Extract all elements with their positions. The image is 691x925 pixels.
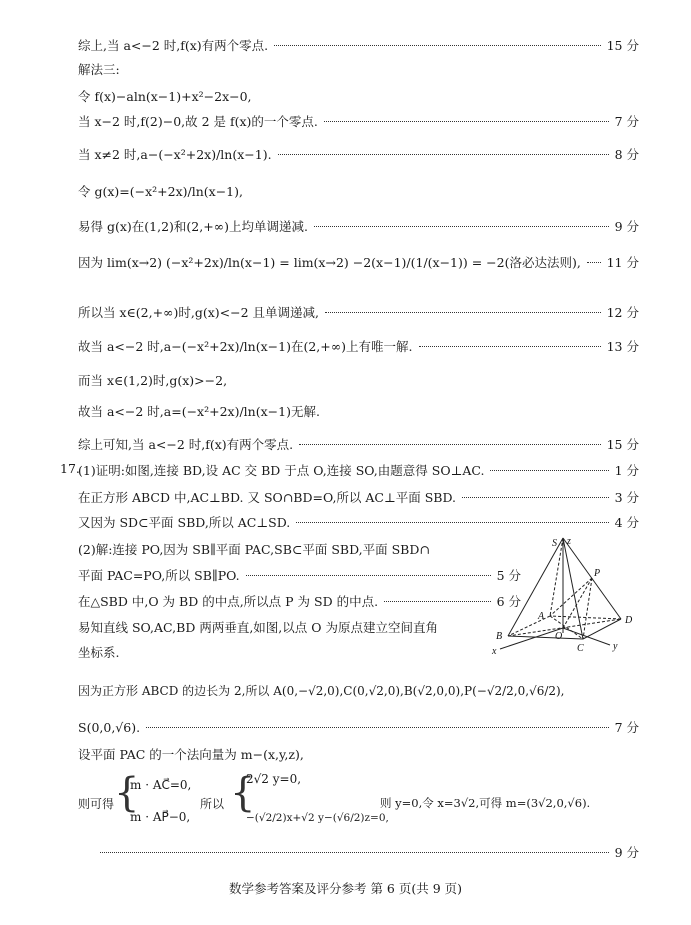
- line-monotonic: 易得 g(x)在(1,2)和(2,+∞)上均单调递减. 9 分: [78, 219, 639, 234]
- system-mid: 所以: [200, 797, 225, 811]
- label-c: C: [577, 643, 584, 654]
- line-g-less-than: 所以当 x∈(2,+∞)时,g(x)<−2 且单调递减, 12 分: [78, 305, 639, 320]
- label-p: P: [594, 568, 601, 579]
- label-z: z: [567, 536, 571, 547]
- score: 11 分: [606, 255, 639, 270]
- label-a: A: [538, 611, 545, 622]
- line-17-sb-po: 平面 PAC=PO,所以 SB∥PO. 5 分: [78, 568, 521, 583]
- score: 7 分: [614, 114, 639, 129]
- method-three-heading: 解法三:: [78, 62, 120, 77]
- line-a-expression: 当 x≠2 时,a−(−x²+2x)/ln(x−1). 8 分: [78, 147, 639, 162]
- line-conclusion-2: 综上可知,当 a<−2 时,f(x)有两个零点. 15 分: [78, 437, 639, 452]
- line-17-normal-vector: 设平面 PAC 的一个法向量为 m−(x,y,z),: [78, 747, 304, 762]
- line-define-g: 令 g(x)=(−x²+2x)/ln(x−1),: [78, 184, 243, 199]
- line-no-solution: 故当 a<−2 时,a=(−x²+2x)/ln(x−1)无解.: [78, 404, 320, 419]
- left-brace-1: {: [114, 770, 140, 816]
- page-footer: 数学参考答案及评分参考 第 6 页(共 9 页): [228, 881, 463, 896]
- label-b: B: [496, 631, 503, 642]
- line-17-part1: (1)证明:如图,连接 BD,设 AC 交 BD 于点 O,连接 SO,由题意得 SO⊥AC. 1 分: [78, 463, 639, 478]
- score: 1 分: [614, 463, 639, 478]
- line-limit: 因为 lim(x→2) (−x²+2x)/ln(x−1) = lim(x→2) −2(x−1)/(1/(x−1)) = −2(洛必达法则), 11 分: [78, 255, 639, 270]
- line-unique-solution: 故当 a<−2 时,a−(−x²+2x)/ln(x−1)在(2,+∞)上有唯一解. 13 分: [78, 339, 639, 354]
- line-define-f: 令 f(x)−aln(x−1)+x²−2x−0,: [78, 89, 252, 104]
- pyramid-figure: [488, 533, 640, 658]
- score: 9 分: [614, 219, 639, 234]
- score: 13 分: [606, 339, 639, 354]
- system-1-eq-a: m · AC⃗=0,: [130, 778, 192, 792]
- label-d: D: [625, 615, 633, 626]
- line-17-ac-perp: 在正方形 ABCD 中,AC⊥BD. 又 SO∩BD=O,所以 AC⊥平面 SBD. 3 分: [78, 490, 639, 505]
- score: 7 分: [614, 720, 639, 735]
- score: 15 分: [606, 437, 639, 452]
- left-brace-2: {: [230, 770, 256, 816]
- system-2-eq-a: 2√2 y=0,: [246, 772, 302, 786]
- line-17-part2: (2)解:连接 PO,因为 SB∥平面 PAC,SB⊂平面 SBD,平面 SBD∩: [78, 542, 430, 557]
- line-17-ac-sd: 又因为 SD⊂平面 SBD,所以 AC⊥SD. 4 分: [78, 515, 639, 530]
- system-prefix: 则可得: [78, 797, 115, 811]
- score: 12 分: [606, 305, 639, 320]
- line-conclusion-1: 综上,当 a<−2 时,f(x)有两个零点. 15 分: [78, 38, 639, 53]
- system-suffix: 则 y=0,令 x=3√2,可得 m=(3√2,0,√6).: [380, 796, 591, 810]
- line-17-final-score: [100, 843, 639, 861]
- line-zero-at-2: 当 x−2 时,f(2)−0,故 2 是 f(x)的一个零点. 7 分: [78, 114, 639, 129]
- line-17-points: 因为正方形 ABCD 的边长为 2,所以 A(0,−√2,0),C(0,√2,0),B(√2,0,0),P(−√2/2,0,√6/2),: [78, 684, 565, 698]
- score: 9 分: [614, 845, 639, 860]
- line-17-coordinate-cont: 坐标系.: [78, 645, 120, 660]
- system-2-eq-b: −(√2/2)x+√2 y−(√6/2)z=0,: [246, 812, 389, 824]
- score: 15 分: [606, 38, 639, 53]
- score: 5 分: [496, 568, 521, 583]
- line-17-midpoint: 在△SBD 中,O 为 BD 的中点,所以点 P 为 SD 的中点. 6 分: [78, 594, 521, 609]
- line-17-point-s: S(0,0,√6). 7 分: [78, 719, 639, 735]
- label-s: S: [552, 538, 557, 549]
- line-g-greater: 而当 x∈(1,2)时,g(x)>−2,: [78, 373, 228, 388]
- label-o: O: [555, 631, 563, 642]
- score: 3 分: [614, 490, 639, 505]
- problem-number: 17.: [60, 461, 80, 476]
- score: 6 分: [496, 594, 521, 609]
- score: 4 分: [614, 515, 639, 530]
- label-y: y: [613, 641, 618, 652]
- system-1-eq-b: m · AP⃗−0,: [130, 810, 191, 824]
- label-x: x: [492, 646, 497, 657]
- score: 8 分: [614, 147, 639, 162]
- line-17-coordinate: 易知直线 SO,AC,BD 两两垂直,如图,以点 O 为原点建立空间直角: [78, 620, 438, 635]
